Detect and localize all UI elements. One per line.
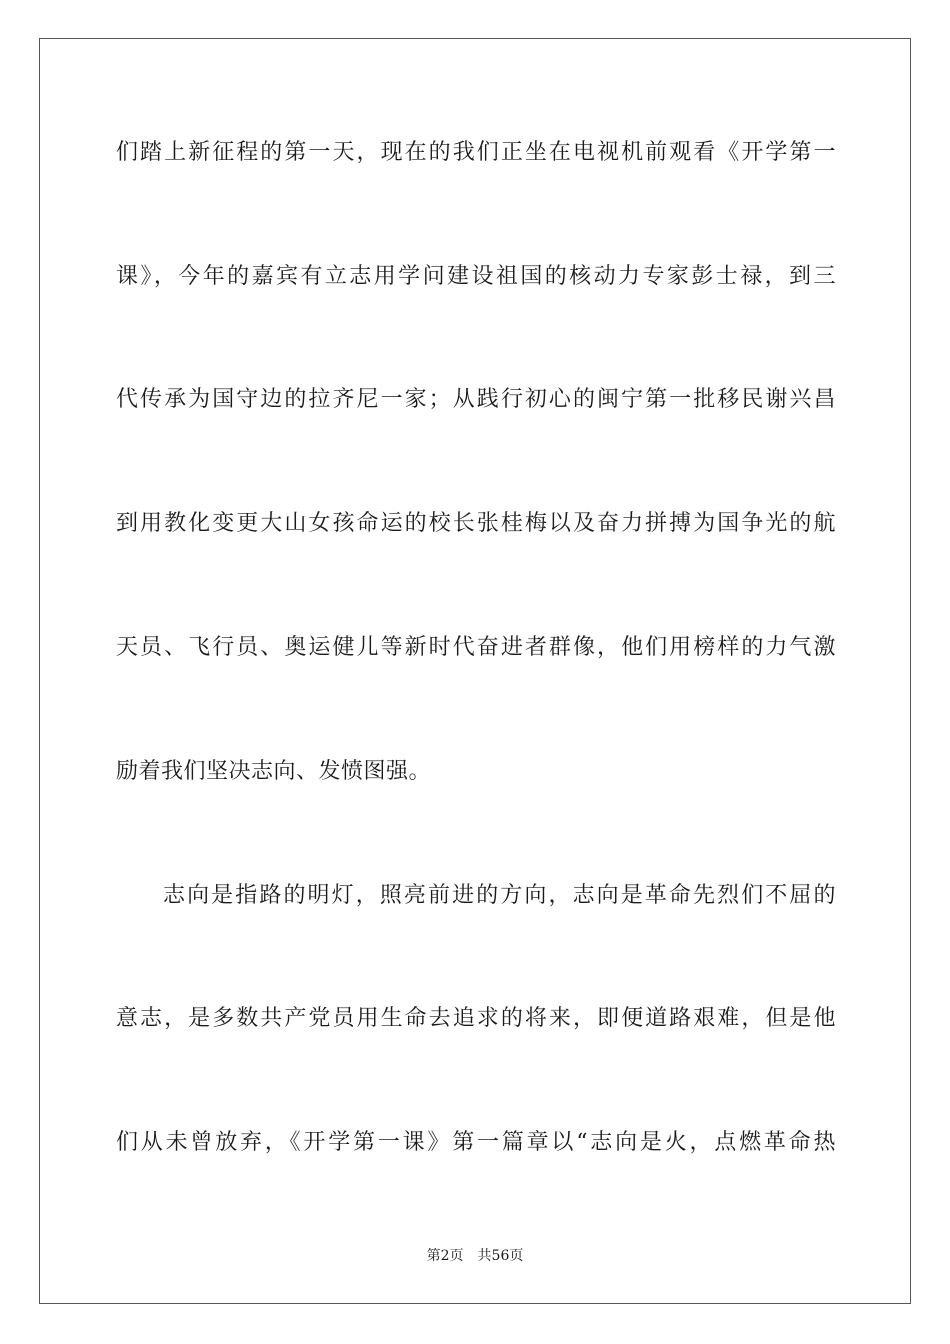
text-line: 志向是指路的明灯，照亮前进的方向，志向是革命先烈们不屈的 xyxy=(163,883,836,908)
page-frame xyxy=(39,38,911,1304)
text-line: 意志，是多数共产党员用生命去追求的将来，即便道路艰难，但是他 xyxy=(116,1006,836,1031)
page-footer xyxy=(0,1246,950,1266)
page-total: 共56页 xyxy=(477,1248,524,1264)
text-line: 们从未曾放弃，《开学第一课》第一篇章以“志向是火，点燃革命热 xyxy=(116,1130,836,1155)
text-line: 们踏上新征程的第一天，现在的我们正坐在电视机前观看《开学第一 xyxy=(116,140,836,165)
text-line: 到用教化变更大山女孩命运的校长张桂梅以及奋力拼搏为国争光的航 xyxy=(116,511,836,536)
text-line: 代传承为国守边的拉齐尼一家；从践行初心的闽宁第一批移民谢兴昌 xyxy=(116,387,836,412)
page-number: 第2页 xyxy=(426,1248,464,1264)
text-line: 天员、飞行员、奥运健儿等新时代奋进者群像，他们用榜样的力气激 xyxy=(116,635,836,660)
text-line: 励着我们坚决志向、发愤图强。 xyxy=(116,759,432,784)
text-line: 课》，今年的嘉宾有立志用学问建设祖国的核动力专家彭士禄，到三 xyxy=(116,264,836,289)
